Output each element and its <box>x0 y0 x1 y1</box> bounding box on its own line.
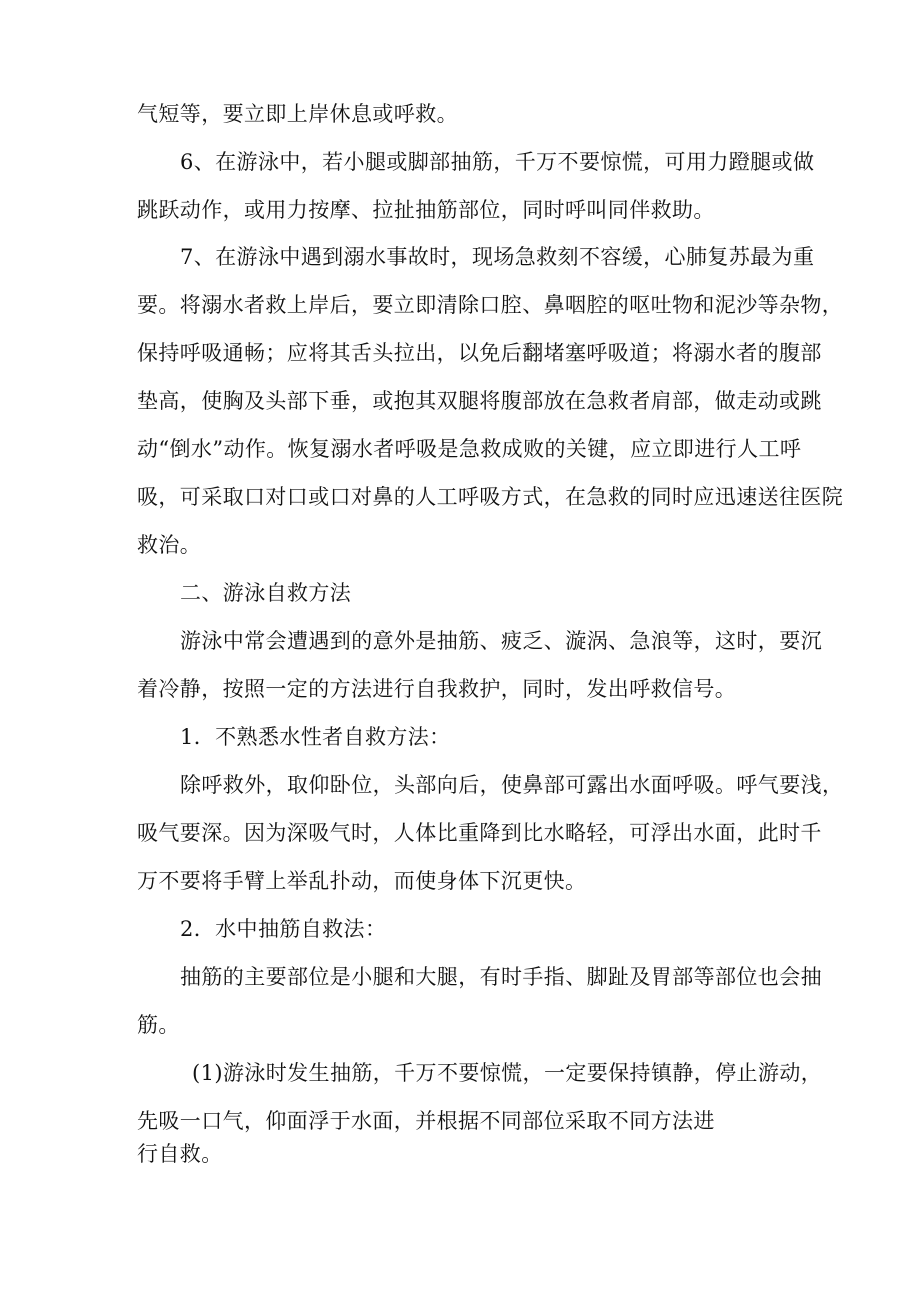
text-line: 保持呼吸通畅；应将其舌头拉出，以免后翻堵塞呼吸道；将溺水者的腹部 <box>137 341 822 365</box>
text-line: 万不要将手臂上举乱扑动，而使身体下沉更快。 <box>137 869 587 893</box>
text-line: 气短等，要立即上岸休息或呼救。 <box>137 102 458 126</box>
text-line: 筋。 <box>137 1013 180 1037</box>
text-line: 行自救。 <box>137 1142 223 1166</box>
text-line: 吸，可采取口对口或口对鼻的人工呼吸方式，在急救的同时应迅速送往医院 <box>137 485 844 509</box>
subsection-heading: 1．不熟悉水性者自救方法： <box>180 725 451 749</box>
text-line: 抽筋的主要部位是小腿和大腿，有时手指、脚趾及胃部等部位也会抽 <box>180 965 822 989</box>
text-line: 要。将溺水者救上岸后，要立即清除口腔、鼻咽腔的呕吐物和泥沙等杂物， <box>137 293 844 317</box>
text-line: 垫高，使胸及头部下垂，或抱其双腿将腹部放在急救者肩部，做走动或跳 <box>137 389 822 413</box>
text-line: (1)游泳时发生抽筋，千万不要惊慌，一定要保持镇静，停止游动， <box>192 1061 823 1085</box>
text-line: 吸气要深。因为深吸气时，人体比重降到比水略轻，可浮出水面，此时千 <box>137 821 822 845</box>
section-heading: 二、游泳自救方法 <box>180 581 352 605</box>
text-line: 7、在游泳中遇到溺水事故时，现场急救刻不容缓，心肺复苏最为重 <box>180 245 815 269</box>
text-line: 救治。 <box>137 533 202 557</box>
text-line: 动“倒水”动作。恢复溺水者呼吸是急救成败的关键，应立即进行人工呼 <box>137 437 802 461</box>
subsection-heading: 2．水中抽筋自救法： <box>180 917 387 941</box>
text-line: 除呼救外，取仰卧位，头部向后，使鼻部可露出水面呼吸。呼气要浅， <box>180 773 844 797</box>
text-line: 6、在游泳中，若小腿或脚部抽筋，千万不要惊慌，可用力蹬腿或做 <box>180 150 815 174</box>
text-line: 先吸一口气，仰面浮于水面，并根据不同部位采取不同方法进 <box>137 1109 715 1133</box>
text-line: 游泳中常会遭遇到的意外是抽筋、疲乏、漩涡、急浪等，这时，要沉 <box>180 629 822 653</box>
text-line: 着冷静，按照一定的方法进行自我救护，同时，发出呼救信号。 <box>137 677 737 701</box>
text-line: 跳跃动作，或用力按摩、拉扯抽筋部位，同时呼叫同伴救助。 <box>137 198 715 222</box>
